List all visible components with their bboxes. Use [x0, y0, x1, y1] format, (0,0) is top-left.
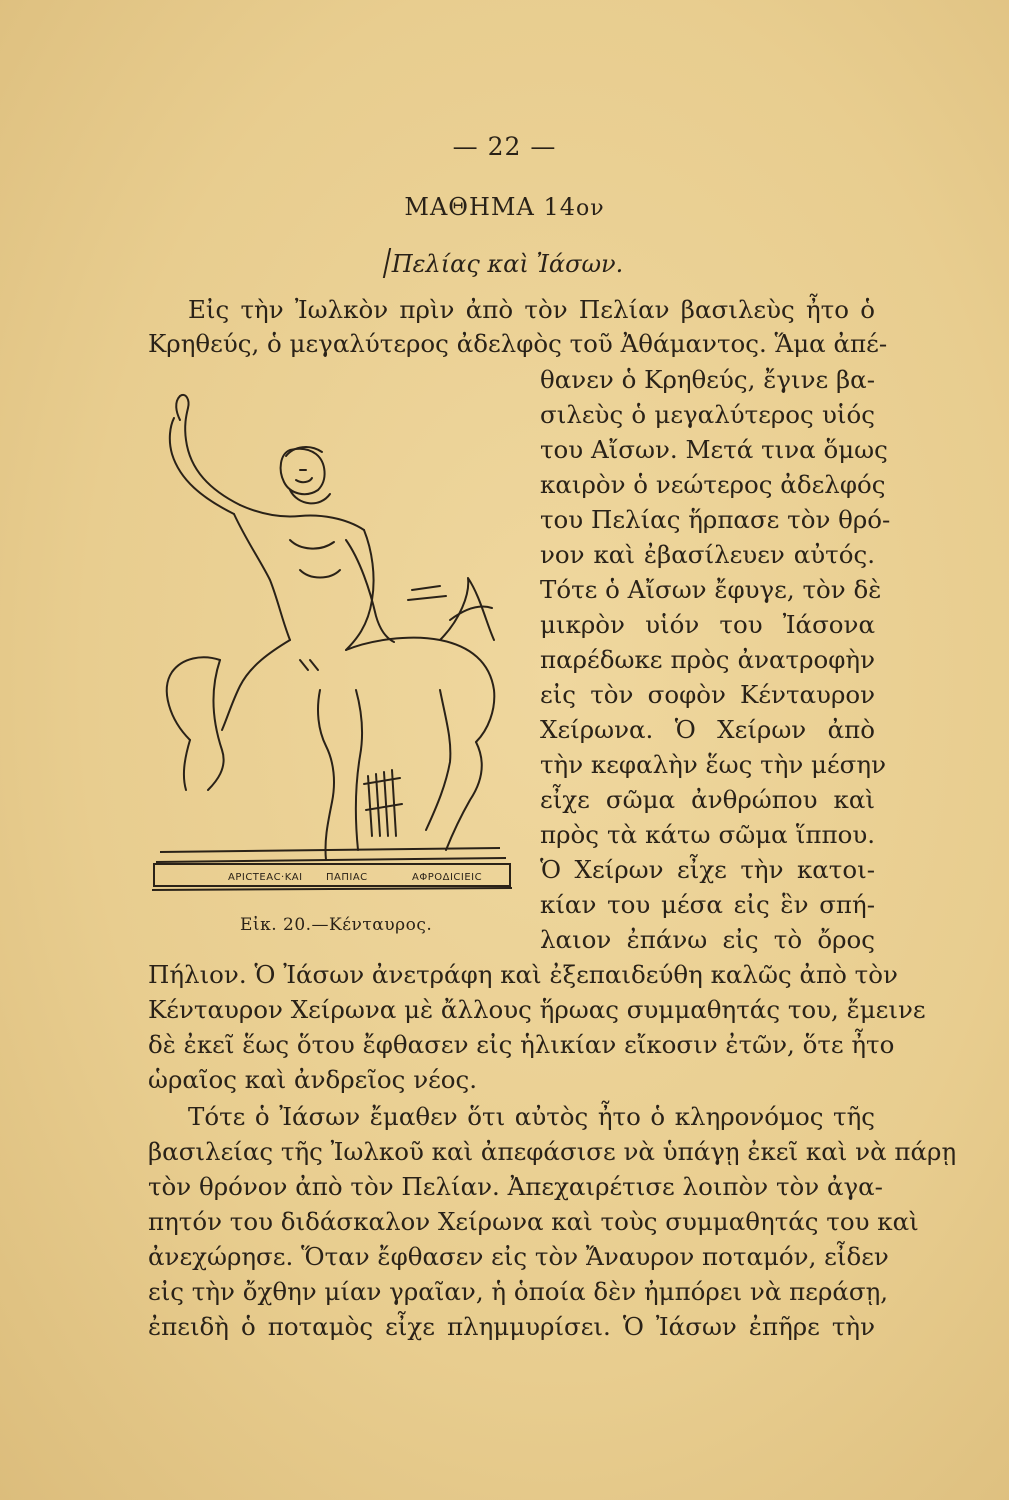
- text-line: εἰς τὸν σοφὸν Κένταυρον: [540, 680, 875, 709]
- text-line: Ὁ Χείρων εἶχε τὴν κατοι-: [540, 855, 875, 884]
- text-line: Κένταυρον Χείρωνα μὲ ἄλλους ἥρωας συμμαθητάς του, ἔμεινε: [148, 995, 926, 1024]
- text-line: Κρηθεύς, ὁ μεγαλύτερος ἀδελφὸς τοῦ Ἀθάμαντος. Ἅμα ἀπέ-: [148, 329, 888, 358]
- text-line: μικρὸν υἱόν του Ἰάσονα: [540, 610, 875, 639]
- text-line: ἐπειδὴ ὁ ποταμὸς εἶχε πλημμυρίσει. Ὁ Ἰάσων ἐπῆρε τὴν: [148, 1312, 875, 1341]
- text-line: του Πελίας ἥρπασε τὸν θρό-: [540, 505, 891, 534]
- lesson-heading: [0, 193, 1009, 221]
- text-line: Εἰς τὴν Ἰωλκὸν πρὶν ἀπὸ τὸν Πελίαν βασιλεὺς ἦτο ὁ: [188, 295, 875, 324]
- text-line: λαιον ἐπάνω εἰς τὸ ὄρος: [540, 925, 875, 954]
- text-line: κίαν του μέσα εἰς ἓν σπή-: [540, 890, 875, 919]
- text-line: ἀνεχώρησε. Ὅταν ἔφθασεν εἰς τὸν Ἄναυρον ποταμόν, εἶδεν: [148, 1242, 889, 1271]
- text-line: εἶχε σῶμα ἀνθρώπου καὶ: [540, 785, 875, 814]
- chapter-title: [0, 248, 1009, 278]
- text-line: του Αἴσων. Μετά τινα ὅμως: [540, 435, 888, 464]
- centaur-illustration: [150, 390, 525, 920]
- lesson-number: 14: [543, 193, 576, 221]
- text-line: δὲ ἐκεῖ ἕως ὅτου ἔφθασεν εἰς ἡλικίαν εἴκοσιν ἐτῶν, ὅτε ἦτο: [148, 1030, 895, 1059]
- pencil-mark: [383, 248, 391, 278]
- text-line: Χείρωνα. Ὁ Χείρων ἀπὸ: [540, 715, 875, 744]
- plinth-inscription-1: ΑΡΙϹΤΕΑϹ·ΚΑΙ: [228, 872, 303, 883]
- text-line: Πήλιον. Ὁ Ἰάσων ἀνετράφη καὶ ἐξεπαιδεύθη καλῶς ἀπὸ τὸν: [148, 960, 898, 989]
- lesson-number-suffix: ον: [575, 196, 605, 221]
- text-line: πρὸς τὰ κάτω σῶμα ἵππου.: [540, 820, 875, 849]
- text-line: παρέδωκε πρὸς ἀνατροφὴν: [540, 645, 875, 674]
- text-line: νον καὶ ἐβασίλευεν αὐτός.: [540, 540, 875, 569]
- figure-caption: Εἰκ. 20.—Κένταυρος.: [240, 915, 433, 935]
- text-line: ὡραῖος καὶ ἀνδρεῖος νέος.: [148, 1065, 478, 1094]
- text-line: σιλεὺς ὁ μεγαλύτερος υἱός: [540, 400, 875, 429]
- text-line: τὸν θρόνον ἀπὸ τὸν Πελίαν. Ἀπεχαιρέτισε λοιπὸν τὸν ἀγα-: [148, 1172, 883, 1201]
- text-line: πητόν του διδάσκαλον Χείρωνα καὶ τοὺς συμμαθητάς του καὶ: [148, 1207, 919, 1236]
- text-line: Τότε ὁ Αἴσων ἔφυγε, τὸν δὲ: [540, 575, 882, 604]
- text-line: βασιλείας τῆς Ἰωλκοῦ καὶ ἀπεφάσισε νὰ ὑπάγῃ ἐκεῖ καὶ νὰ πάρῃ: [148, 1137, 957, 1166]
- lesson-label: ΜΑΘΗΜΑ: [404, 193, 535, 221]
- plinth-inscription-2: ΠΑΠΙΑϹ: [326, 872, 368, 883]
- text-line: Τότε ὁ Ἰάσων ἔμαθεν ὅτι αὐτὸς ἦτο ὁ κληρονόμος τῆς: [188, 1102, 875, 1131]
- text-line: τὴν κεφαλὴν ἕως τὴν μέσην: [540, 750, 886, 779]
- page-number: — 22 —: [452, 132, 557, 161]
- text-line: καιρὸν ὁ νεώτερος ἀδελφός: [540, 470, 886, 499]
- text-line: εἰς τὴν ὄχθην μίαν γραῖαν, ἡ ὁποία δὲν ἠμπόρει νὰ περάσῃ,: [148, 1277, 889, 1306]
- plinth-inscription-3: ΑΦΡΟΔΙϹΙΕΙϹ: [412, 872, 483, 883]
- chapter-title-text: Πελίας καὶ Ἰάσων.: [391, 250, 624, 278]
- text-line: θανεν ὁ Κρηθεύς, ἔγινε βα-: [540, 365, 875, 394]
